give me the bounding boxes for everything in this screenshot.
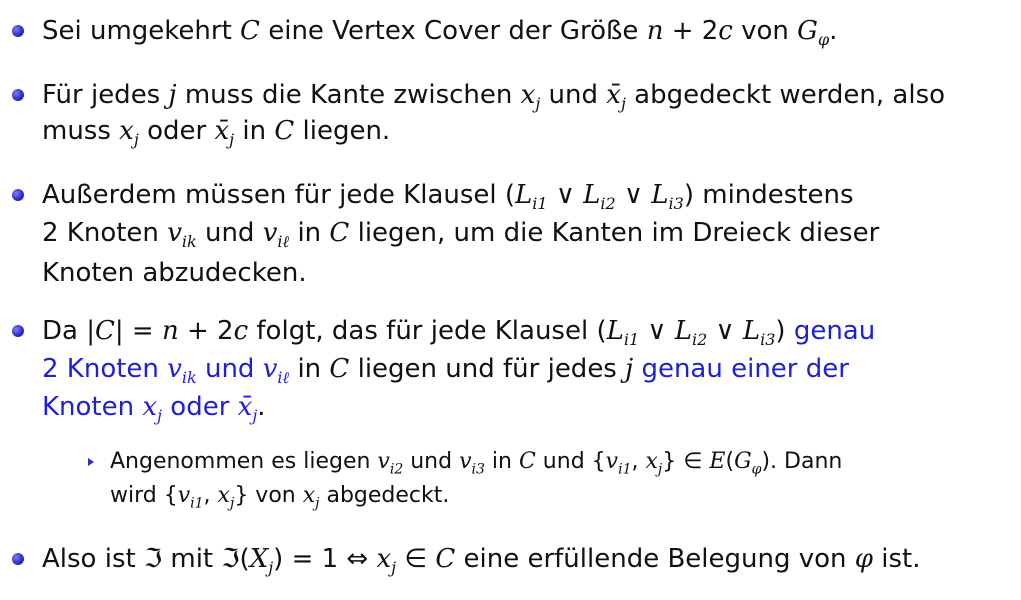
item-4-line-2: 2 Knoten $v_{ik}$ und $v_{i\ell}$ in C liegen und für jedes j genau einer der: [42, 354, 849, 388]
bullet-icon: [12, 189, 24, 201]
item-3-line-1: Außerdem müssen für jede Klausel ($L_{i1}$ ∨ $L_{i2}$ ∨ $L_{i3}$) mindestens: [42, 180, 854, 214]
item-4-line-3: Knoten $x_j$ oder $x̄_j$.: [42, 392, 266, 426]
item-5-line-1: Also ist ℑ mit $ℑ(X_j) = 1$ ⇔ $x_j$ ∈ C eine erfüllende Belegung von φ ist.: [42, 544, 921, 578]
item-3-line-3: Knoten abzudecken.: [42, 258, 307, 288]
item-4-sub-line-1: Angenommen es liegen $v_{i2}$ und $v_{i3}$ in C und {$v_{i1}$, $x_j$} ∈ $E(G_\varphi)$. Dann: [110, 449, 843, 478]
item-3-line-2: 2 Knoten $v_{ik}$ und $v_{i\ell}$ in C liegen, um die Kanten im Dreieck dieser: [42, 218, 880, 252]
item-4-sub-line-2: wird {$v_{i1}$, $x_j$} von $x_j$ abgedeckt.: [110, 483, 450, 512]
item-2-line-1: Für jedes j muss die Kante zwischen $x_j$ und $x̄_j$ abgedeckt werden, also: [42, 80, 946, 114]
item-2-line-2: muss $x_j$ oder $x̄_j$ in C liegen.: [42, 116, 391, 150]
sub-bullet-icon: [88, 458, 94, 466]
bullet-icon: [12, 25, 24, 37]
item-1-line-1: Sei umgekehrt C eine Vertex Cover der Größe n + 2c von $G_\varphi$.: [42, 16, 838, 50]
bullet-icon: [12, 325, 24, 337]
bullet-icon: [12, 89, 24, 101]
item-4-line-1: Da |C| = n + 2c folgt, das für jede Klausel ($L_{i1}$ ∨ $L_{i2}$ ∨ $L_{i3}$) genau: [42, 316, 876, 350]
bullet-icon: [12, 553, 24, 565]
